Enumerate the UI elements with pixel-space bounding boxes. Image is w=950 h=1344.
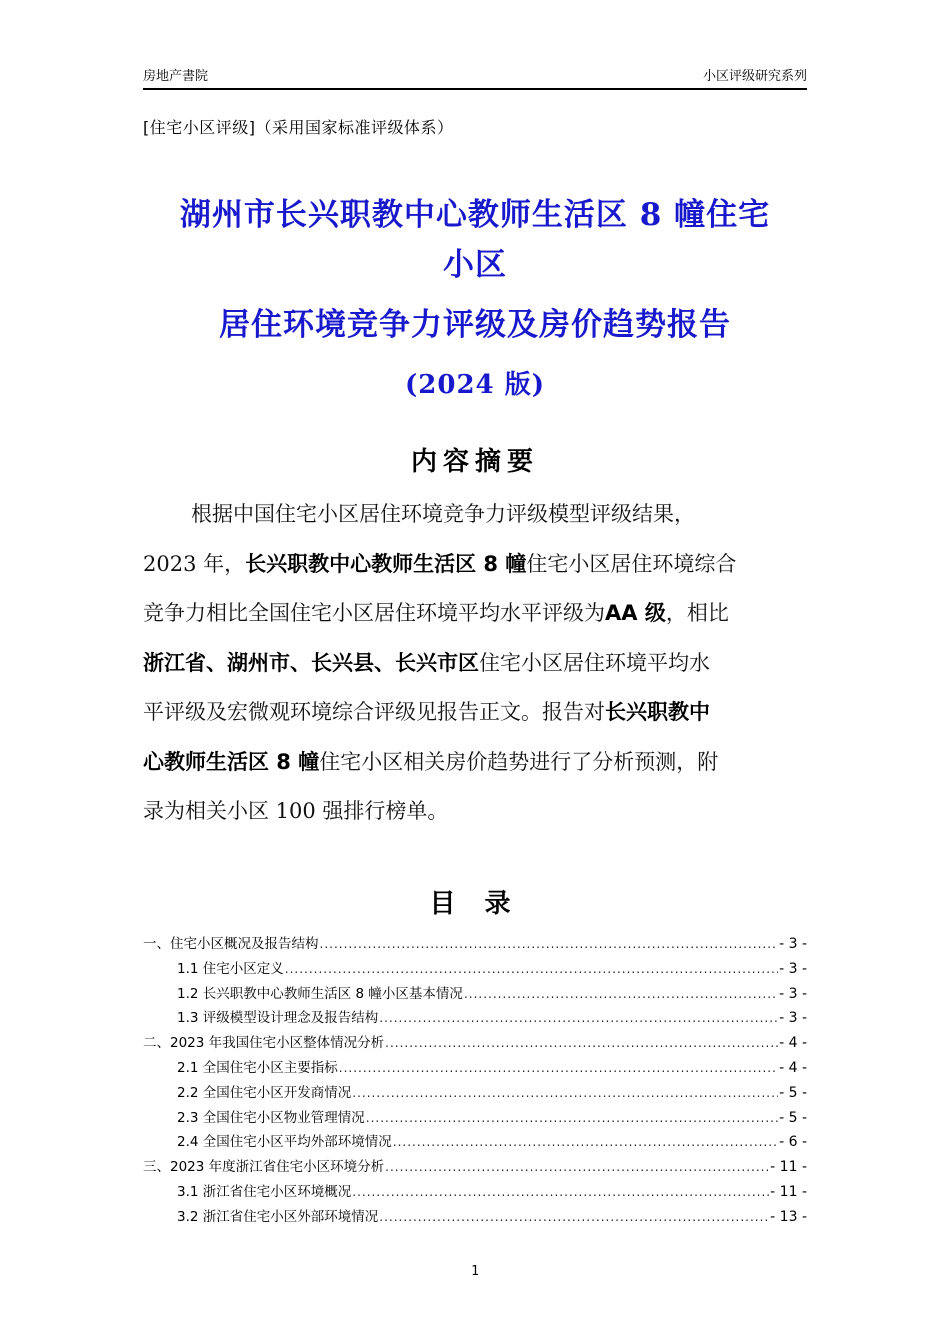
toc-entry-title: 3.2 浙江省住宅小区外部环境情况	[177, 1208, 379, 1225]
running-header	[143, 68, 807, 90]
toc-entry-title: 1.3 评级模型设计理念及报告结构	[177, 1010, 379, 1027]
abstract-line	[143, 589, 809, 639]
toc-dot-leader	[385, 1031, 778, 1056]
abstract-text: ，相比	[665, 601, 729, 625]
toc-dot-leader	[339, 1056, 778, 1081]
toc-entry-title: 2.4 全国住宅小区平均外部环境情况	[177, 1134, 392, 1151]
toc-entry-title: 3.1 浙江省住宅小区环境概况	[177, 1183, 352, 1200]
abstract-text: 根据中国住宅小区居住环境竞争力评级模型评级结果，	[191, 502, 695, 526]
abstract-line	[143, 738, 809, 788]
toc-entry[interactable]	[143, 1205, 807, 1230]
toc-entry-title: 一、住宅小区概况及报告结构	[143, 936, 319, 952]
toc-entry-page: - 6 -	[779, 1134, 807, 1151]
toc-dot-leader	[393, 1130, 778, 1155]
abstract-text: 竞争力相比全国住宅小区居住环境平均水平评级为	[143, 601, 605, 625]
toc-entry-page: - 11 -	[770, 1183, 807, 1200]
abstract-line	[143, 688, 809, 738]
toc-entry[interactable]	[143, 1031, 807, 1056]
toc-entry[interactable]	[143, 1180, 807, 1205]
toc-entry[interactable]	[143, 1081, 807, 1106]
toc-entry-page: - 13 -	[770, 1208, 807, 1225]
toc-entry[interactable]	[143, 932, 807, 957]
toc-entry-page: - 11 -	[770, 1159, 807, 1176]
toc-entry[interactable]	[143, 1006, 807, 1031]
toc-entry-page: - 3 -	[779, 960, 807, 977]
toc-dot-leader	[285, 957, 778, 982]
toc-entry-title: 2.3 全国住宅小区物业管理情况	[177, 1109, 365, 1126]
toc-entry-page: - 5 -	[779, 1084, 807, 1101]
abstract-text: 平评级及宏微观环境综合评级见报告正文。报告对	[143, 700, 605, 724]
abstract-text: 住宅小区居住环境平均水	[479, 650, 710, 675]
toc-entry[interactable]	[143, 1056, 807, 1081]
toc-entry-page: - 4 -	[779, 1059, 807, 1076]
page-number: 1	[471, 1264, 479, 1279]
toc-dot-leader	[366, 1106, 778, 1131]
toc-dot-leader	[379, 1006, 778, 1031]
toc-entry-page: - 4 -	[779, 1035, 807, 1052]
regions-emphasis: 浙江省、湖州市、长兴县、长兴市区	[143, 650, 479, 675]
toc-entry-title: 1.1 住宅小区定义	[177, 960, 284, 977]
table-of-contents	[143, 932, 807, 1230]
abstract-line	[143, 490, 809, 540]
abstract-text: 2023 年，	[143, 551, 246, 576]
community-name-emphasis: 长兴职教中	[605, 700, 710, 724]
abstract-text: 住宅小区居住环境综合	[526, 551, 737, 576]
title-line-1: 湖州市长兴职教中心教师生活区 8 幢住宅	[179, 197, 771, 233]
toc-dot-leader	[352, 1180, 769, 1205]
abstract-line	[143, 639, 809, 689]
toc-entry-title: 1.2 长兴职教中心教师生活区 8 幢小区基本情况	[177, 985, 463, 1002]
category-line: [住宅小区评级]（采用国家标准评级体系）	[143, 118, 454, 137]
abstract-text: 住宅小区相关房价趋势进行了分析预测，附	[319, 749, 719, 774]
toc-entry-title: 三、2023 年度浙江省住宅小区环境分析	[143, 1159, 385, 1176]
toc-entry-page: - 5 -	[779, 1109, 807, 1126]
toc-entry[interactable]	[143, 1155, 807, 1180]
rating-emphasis: AA 级	[605, 601, 666, 625]
toc-entry[interactable]	[143, 1130, 807, 1155]
toc-entry-page: - 3 -	[779, 1010, 807, 1027]
abstract-heading: 内容摘要	[410, 447, 539, 477]
title-line-3: 居住环境竞争力评级及房价趋势报告	[219, 307, 731, 343]
toc-dot-leader	[320, 932, 779, 957]
abstract-line	[143, 540, 809, 590]
toc-entry[interactable]	[143, 982, 807, 1007]
toc-entry[interactable]	[143, 957, 807, 982]
abstract-line	[143, 787, 809, 837]
toc-entry-page: - 3 -	[779, 936, 807, 952]
toc-entry[interactable]	[143, 1106, 807, 1131]
toc-dot-leader	[352, 1081, 778, 1106]
toc-heading: 目 录	[429, 889, 521, 919]
abstract-body	[143, 490, 809, 837]
toc-entry-page: - 3 -	[779, 985, 807, 1002]
toc-dot-leader	[379, 1205, 769, 1230]
report-title	[143, 190, 807, 410]
toc-dot-leader	[385, 1155, 769, 1180]
abstract-text: 录为相关小区 100 强排行榜单。	[143, 799, 449, 823]
toc-entry-title: 2.2 全国住宅小区开发商情况	[177, 1084, 352, 1101]
header-publisher: 房地产書院	[143, 69, 209, 84]
community-name-emphasis: 长兴职教中心教师生活区 8 幢	[245, 551, 527, 576]
header-series: 小区评级研究系列	[702, 69, 807, 84]
toc-entry-title: 二、2023 年我国住宅小区整体情况分析	[143, 1035, 385, 1052]
title-line-2: 小区	[443, 247, 507, 283]
title-edition: (2024 版)	[404, 370, 546, 400]
community-name-emphasis: 心教师生活区 8 幢	[143, 749, 320, 774]
toc-dot-leader	[464, 982, 778, 1007]
toc-entry-title: 2.1 全国住宅小区主要指标	[177, 1059, 338, 1076]
